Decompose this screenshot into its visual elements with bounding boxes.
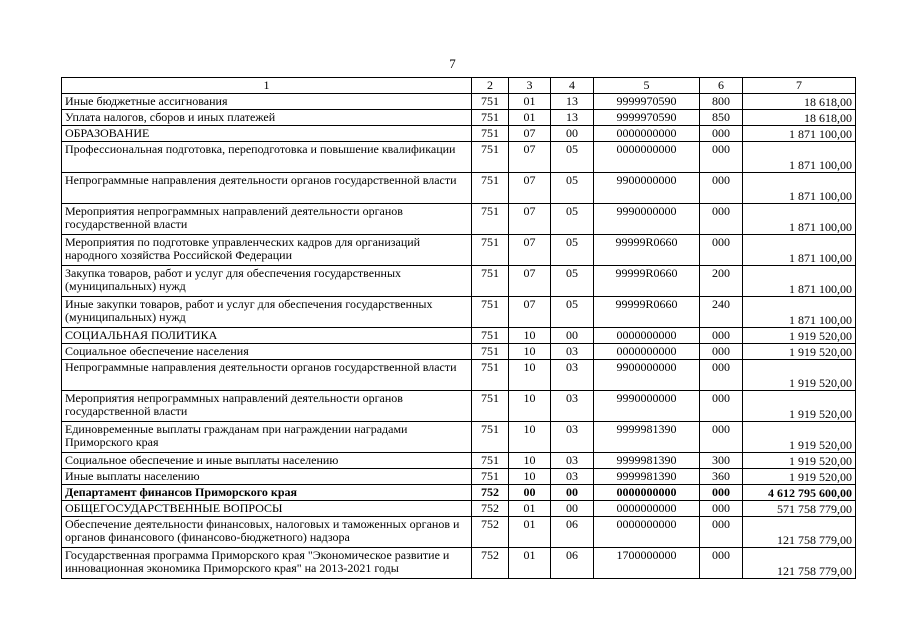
row-name-cell: Уплата налогов, сборов и иных платежей (62, 110, 472, 126)
row-amount-cell: 1 871 100,00 (743, 266, 856, 297)
row-code-cell: 751 (472, 469, 509, 485)
row-code-cell: 751 (472, 360, 509, 391)
row-code-cell: 751 (472, 297, 509, 328)
row-subsection-cell: 05 (551, 142, 594, 173)
row-amount-cell: 4 612 795 600,00 (743, 485, 856, 501)
row-expense-type-cell: 000 (700, 344, 743, 360)
row-amount-cell: 1 871 100,00 (743, 142, 856, 173)
row-amount-cell: 1 919 520,00 (743, 328, 856, 344)
header-cell: 1 (62, 78, 472, 94)
row-subsection-cell: 03 (551, 469, 594, 485)
row-subsection-cell: 00 (551, 485, 594, 501)
table-row (62, 142, 856, 173)
row-section-cell: 10 (509, 328, 551, 344)
row-section-cell: 01 (509, 517, 551, 548)
table-row (62, 344, 856, 360)
row-target-article-cell: 9900000000 (594, 173, 700, 204)
row-expense-type-cell: 000 (700, 173, 743, 204)
header-cell: 4 (551, 78, 594, 94)
row-subsection-cell: 00 (551, 328, 594, 344)
row-expense-type-cell: 000 (700, 126, 743, 142)
table-row (62, 126, 856, 142)
row-target-article-cell: 9990000000 (594, 391, 700, 422)
row-expense-type-cell: 000 (700, 501, 743, 517)
table-row (62, 328, 856, 344)
row-subsection-cell: 00 (551, 126, 594, 142)
row-target-article-cell: 0000000000 (594, 142, 700, 173)
row-section-cell: 01 (509, 501, 551, 517)
row-code-cell: 751 (472, 344, 509, 360)
row-subsection-cell: 06 (551, 517, 594, 548)
row-expense-type-cell: 000 (700, 204, 743, 235)
row-section-cell: 10 (509, 422, 551, 453)
row-name-cell: Социальное обеспечение населения (62, 344, 472, 360)
row-subsection-cell: 13 (551, 110, 594, 126)
row-expense-type-cell: 240 (700, 297, 743, 328)
row-section-cell: 00 (509, 485, 551, 501)
row-subsection-cell: 06 (551, 548, 594, 579)
row-name-cell: Закупка товаров, работ и услуг для обеспечения государственных (муниципальных) нужд (62, 266, 472, 297)
row-name-cell: Иные бюджетные ассигнования (62, 94, 472, 110)
row-subsection-cell: 03 (551, 360, 594, 391)
row-expense-type-cell: 000 (700, 391, 743, 422)
row-code-cell: 751 (472, 422, 509, 453)
table-row (62, 360, 856, 391)
table-row (62, 297, 856, 328)
row-target-article-cell: 0000000000 (594, 328, 700, 344)
row-expense-type-cell: 000 (700, 517, 743, 548)
row-target-article-cell: 9900000000 (594, 360, 700, 391)
row-amount-cell: 121 758 779,00 (743, 548, 856, 579)
row-code-cell: 751 (472, 126, 509, 142)
row-code-cell: 751 (472, 453, 509, 469)
row-code-cell: 751 (472, 94, 509, 110)
row-subsection-cell: 00 (551, 501, 594, 517)
row-name-cell: Мероприятия непрограммных направлений деятельности органов государственной власти (62, 391, 472, 422)
header-row (62, 78, 856, 94)
row-target-article-cell: 0000000000 (594, 126, 700, 142)
row-name-cell: Непрограммные направления деятельности органов государственной власти (62, 173, 472, 204)
row-code-cell: 751 (472, 266, 509, 297)
row-target-article-cell: 0000000000 (594, 501, 700, 517)
row-section-cell: 10 (509, 344, 551, 360)
row-target-article-cell: 9999981390 (594, 469, 700, 485)
row-target-article-cell: 99999R0660 (594, 266, 700, 297)
row-expense-type-cell: 000 (700, 422, 743, 453)
row-subsection-cell: 05 (551, 204, 594, 235)
row-code-cell: 751 (472, 204, 509, 235)
row-target-article-cell: 9999981390 (594, 453, 700, 469)
row-target-article-cell: 9999970590 (594, 94, 700, 110)
row-amount-cell: 1 919 520,00 (743, 391, 856, 422)
header-cell: 6 (700, 78, 743, 94)
row-code-cell: 751 (472, 110, 509, 126)
row-name-cell: Профессиональная подготовка, переподготовка и повышение квалификации (62, 142, 472, 173)
row-amount-cell: 121 758 779,00 (743, 517, 856, 548)
row-subsection-cell: 13 (551, 94, 594, 110)
row-subsection-cell: 03 (551, 344, 594, 360)
row-expense-type-cell: 000 (700, 142, 743, 173)
row-expense-type-cell: 000 (700, 328, 743, 344)
row-target-article-cell: 0000000000 (594, 344, 700, 360)
row-target-article-cell: 1700000000 (594, 548, 700, 579)
table-row (62, 235, 856, 266)
row-section-cell: 01 (509, 94, 551, 110)
table-row (62, 204, 856, 235)
row-section-cell: 10 (509, 453, 551, 469)
row-amount-cell: 1 919 520,00 (743, 453, 856, 469)
row-amount-cell: 1 919 520,00 (743, 360, 856, 391)
row-amount-cell: 1 871 100,00 (743, 126, 856, 142)
row-code-cell: 751 (472, 173, 509, 204)
row-target-article-cell: 0000000000 (594, 517, 700, 548)
row-name-cell: Единовременные выплаты гражданам при награждении наградами Приморского края (62, 422, 472, 453)
row-amount-cell: 571 758 779,00 (743, 501, 856, 517)
row-expense-type-cell: 200 (700, 266, 743, 297)
header-cell: 7 (743, 78, 856, 94)
table-row (62, 517, 856, 548)
table-row (62, 453, 856, 469)
row-name-cell: Непрограммные направления деятельности органов государственной власти (62, 360, 472, 391)
row-target-article-cell: 9990000000 (594, 204, 700, 235)
row-section-cell: 10 (509, 469, 551, 485)
row-section-cell: 07 (509, 173, 551, 204)
row-name-cell: Государственная программа Приморского края "Экономическое развитие и инновационная экономика Приморского края" на 2013-2021 годы (62, 548, 472, 579)
row-amount-cell: 1 871 100,00 (743, 204, 856, 235)
table-row (62, 266, 856, 297)
row-section-cell: 07 (509, 266, 551, 297)
row-amount-cell: 1 919 520,00 (743, 422, 856, 453)
header-cell: 3 (509, 78, 551, 94)
row-code-cell: 751 (472, 328, 509, 344)
row-section-cell: 10 (509, 391, 551, 422)
table-row (62, 485, 856, 501)
row-expense-type-cell: 300 (700, 453, 743, 469)
row-section-cell: 07 (509, 126, 551, 142)
row-subsection-cell: 03 (551, 422, 594, 453)
table-row (62, 548, 856, 579)
row-section-cell: 07 (509, 204, 551, 235)
row-subsection-cell: 05 (551, 297, 594, 328)
row-subsection-cell: 05 (551, 266, 594, 297)
row-code-cell: 752 (472, 517, 509, 548)
row-section-cell: 07 (509, 142, 551, 173)
row-expense-type-cell: 000 (700, 235, 743, 266)
row-code-cell: 751 (472, 142, 509, 173)
row-code-cell: 752 (472, 485, 509, 501)
row-subsection-cell: 05 (551, 173, 594, 204)
header-cell: 5 (594, 78, 700, 94)
row-target-article-cell: 0000000000 (594, 485, 700, 501)
row-name-cell: СОЦИАЛЬНАЯ ПОЛИТИКА (62, 328, 472, 344)
row-subsection-cell: 03 (551, 391, 594, 422)
row-expense-type-cell: 000 (700, 360, 743, 391)
row-expense-type-cell: 800 (700, 94, 743, 110)
table-row (62, 501, 856, 517)
row-code-cell: 752 (472, 501, 509, 517)
row-target-article-cell: 9999970590 (594, 110, 700, 126)
row-expense-type-cell: 850 (700, 110, 743, 126)
header-cell: 2 (472, 78, 509, 94)
page-number: 7 (449, 56, 456, 71)
row-name-cell: Иные выплаты населению (62, 469, 472, 485)
row-amount-cell: 1 871 100,00 (743, 297, 856, 328)
row-name-cell: Иные закупки товаров, работ и услуг для обеспечения государственных (муниципальных) нужд (62, 297, 472, 328)
row-amount-cell: 1 871 100,00 (743, 235, 856, 266)
row-amount-cell: 1 871 100,00 (743, 173, 856, 204)
row-name-cell: ОБЩЕГОСУДАРСТВЕННЫЕ ВОПРОСЫ (62, 501, 472, 517)
row-section-cell: 07 (509, 235, 551, 266)
row-name-cell: Мероприятия по подготовке управленческих кадров для организаций народного хозяйства Российской Федерации (62, 235, 472, 266)
row-section-cell: 01 (509, 548, 551, 579)
row-name-cell: Департамент финансов Приморского края (62, 485, 472, 501)
row-section-cell: 07 (509, 297, 551, 328)
row-target-article-cell: 9999981390 (594, 422, 700, 453)
row-target-article-cell: 99999R0660 (594, 235, 700, 266)
row-amount-cell: 18 618,00 (743, 110, 856, 126)
row-name-cell: Обеспечение деятельности финансовых, налоговых и таможенных органов и органов финансового (финансово-бюджетного) надзора (62, 517, 472, 548)
table-row (62, 173, 856, 204)
budget-table (61, 77, 856, 579)
row-expense-type-cell: 000 (700, 548, 743, 579)
table-row (62, 422, 856, 453)
row-amount-cell: 1 919 520,00 (743, 469, 856, 485)
row-amount-cell: 18 618,00 (743, 94, 856, 110)
row-section-cell: 10 (509, 360, 551, 391)
table-row (62, 94, 856, 110)
table-row (62, 469, 856, 485)
table-row (62, 110, 856, 126)
row-expense-type-cell: 360 (700, 469, 743, 485)
table-row (62, 391, 856, 422)
row-name-cell: Мероприятия непрограммных направлений деятельности органов государственной власти (62, 204, 472, 235)
row-name-cell: ОБРАЗОВАНИЕ (62, 126, 472, 142)
row-subsection-cell: 05 (551, 235, 594, 266)
row-section-cell: 01 (509, 110, 551, 126)
row-name-cell: Социальное обеспечение и иные выплаты населению (62, 453, 472, 469)
row-amount-cell: 1 919 520,00 (743, 344, 856, 360)
row-expense-type-cell: 000 (700, 485, 743, 501)
row-code-cell: 751 (472, 391, 509, 422)
row-code-cell: 751 (472, 235, 509, 266)
row-target-article-cell: 99999R0660 (594, 297, 700, 328)
row-subsection-cell: 03 (551, 453, 594, 469)
row-code-cell: 752 (472, 548, 509, 579)
